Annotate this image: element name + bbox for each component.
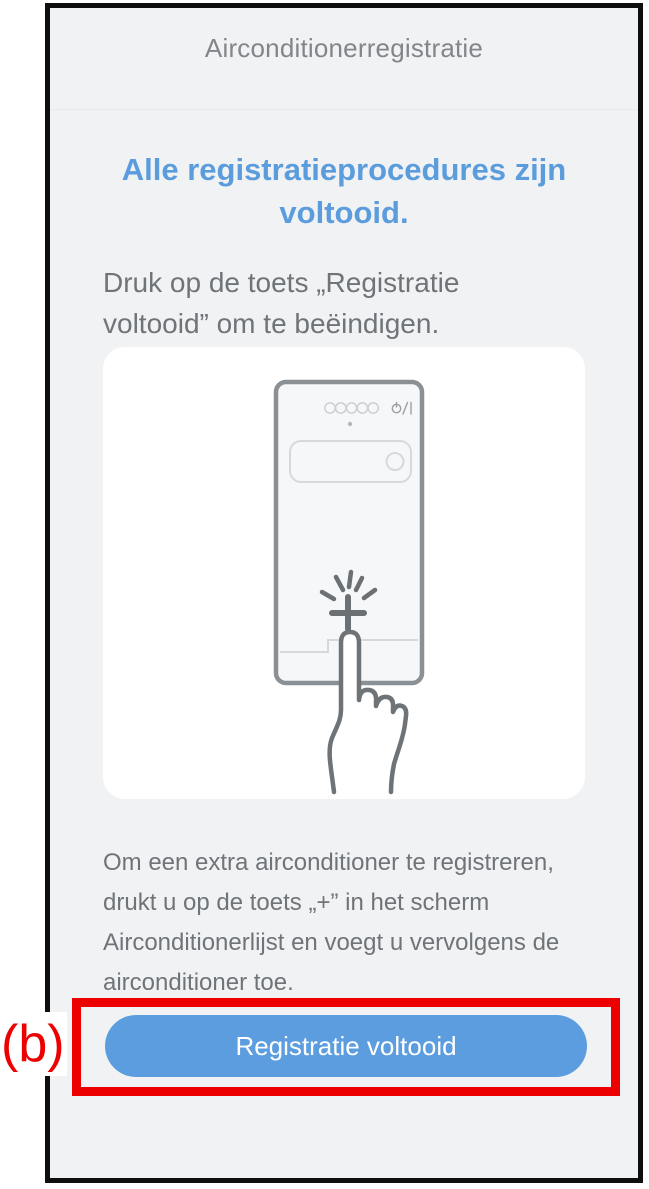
registration-complete-button[interactable]: Registratie voltooid xyxy=(105,1015,587,1077)
annotation-highlight-box xyxy=(72,998,620,1096)
status-dot-icon xyxy=(348,422,352,426)
remote-controller-illustration xyxy=(103,347,585,799)
annotation-label: (b) xyxy=(1,1015,65,1073)
completion-heading: Alle registratieprocedures zijn voltooid. xyxy=(121,152,567,230)
illustration-card xyxy=(103,347,585,799)
header-divider xyxy=(50,109,638,110)
instruction-text: Druk op de toets „Registratie voltooid” om te beëindigen. xyxy=(103,267,460,339)
page-title: Airconditionerregistratie xyxy=(204,33,484,63)
note-text: Om een extra airconditioner te registreren, drukt u op de toets „+” in het scherm Airconditionerlijst en voegt u vervolgens de airconditioner toe. xyxy=(103,849,560,996)
